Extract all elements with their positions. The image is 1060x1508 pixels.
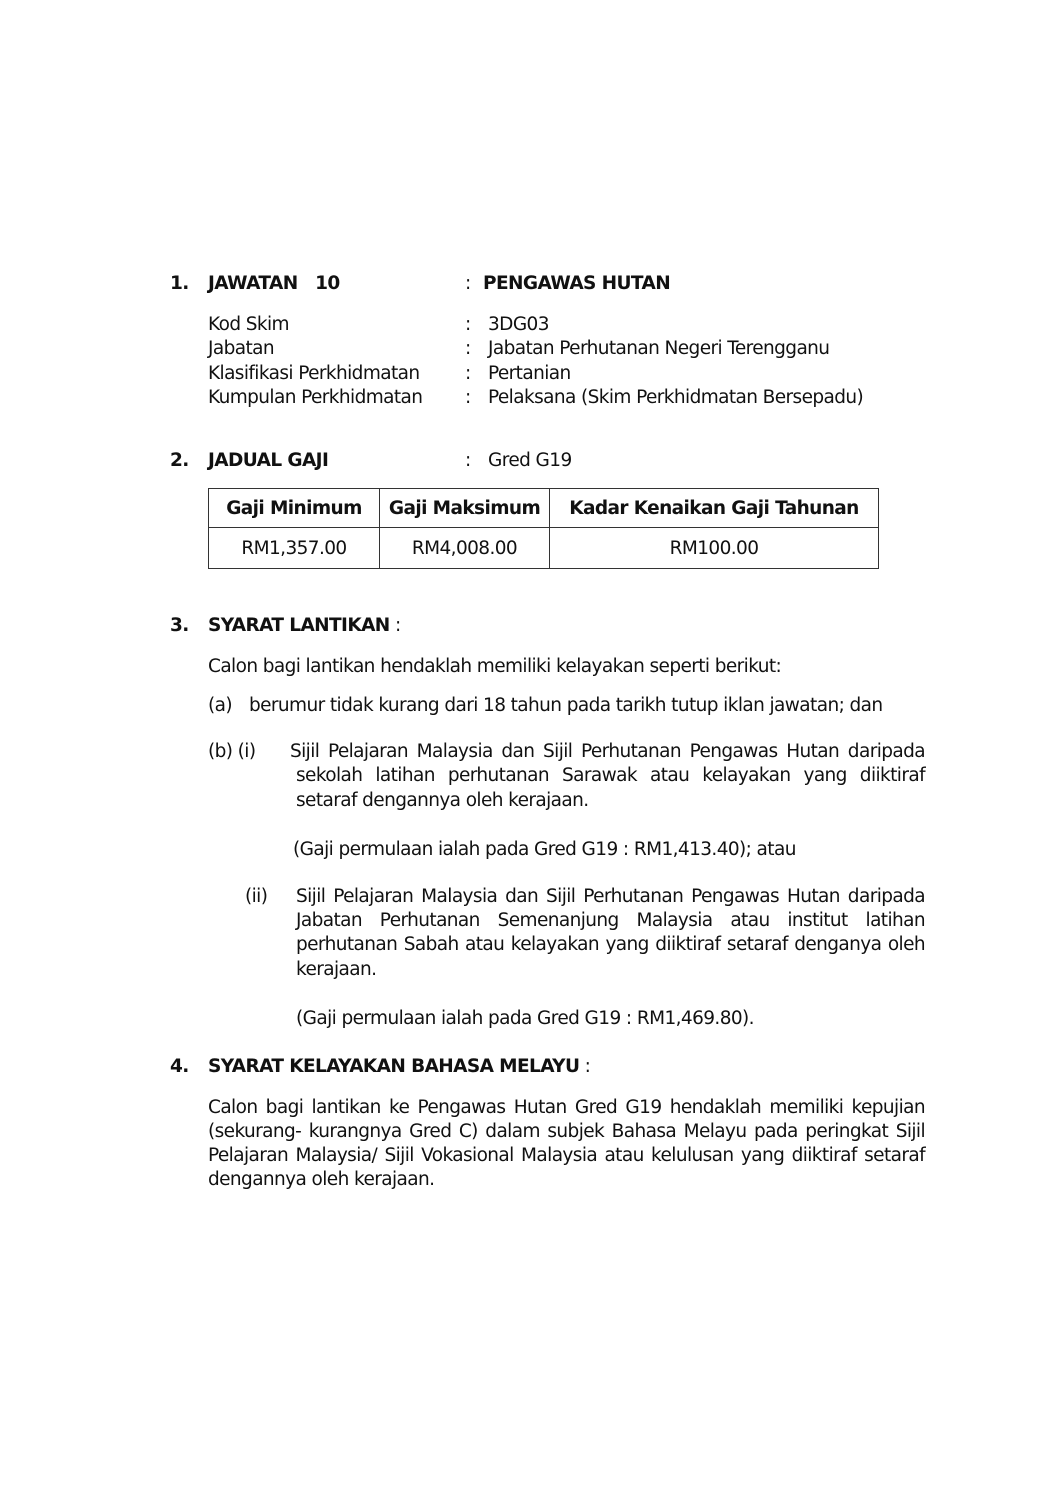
jabatan-label: Jabatan [208, 338, 274, 359]
section-4-line-2: (sekurang- kurangnya Gred C) dalam subjek Bahasa Melayu pada peringkat Sijil [208, 1121, 925, 1142]
item-a-text: berumur tidak kurang dari 18 tahun pada tarikh tutup iklan jawatan; dan [249, 695, 883, 716]
colon: : [465, 338, 471, 359]
item-b-i-salary-note: (Gaji permulaan ialah pada Gred G19 : RM1,413.40); atau [293, 839, 796, 860]
section-4-heading-colon: : [584, 1056, 591, 1077]
section-4-line-3: Pelajaran Malaysia/ Sijil Vokasional Malaysia atau kelulusan yang diiktiraf setaraf [208, 1145, 925, 1166]
kumpulan-value: Pelaksana (Skim Perkhidmatan Bersepadu) [488, 387, 864, 408]
item-b-i-line-1: Sijil Pelajaran Malaysia dan Sijil Perhutanan Pengawas Hutan daripada [290, 741, 925, 762]
item-b-i-line-3: setaraf dengannya oleh kerajaan. [296, 790, 589, 811]
section-2-number: 2. [170, 450, 189, 471]
gaji-maksimum-value: RM4,008.00 [380, 528, 550, 569]
header-gaji-minimum: Gaji Minimum [209, 489, 380, 528]
jabatan-value: Jabatan Perhutanan Negeri Terengganu [488, 338, 830, 359]
section-3-heading: SYARAT LANTIKAN [208, 615, 390, 636]
section-1-colon: : [465, 273, 471, 294]
kod-skim-value: 3DG03 [488, 314, 549, 335]
item-b-i-line-2: sekolah latihan perhutanan Sarawak atau kelayakan yang diiktiraf [296, 765, 925, 786]
colon: : [465, 314, 471, 335]
item-b-ii-line-4: kerajaan. [296, 959, 377, 980]
section-3-heading-colon: : [394, 615, 401, 636]
item-b-ii-line-2: Jabatan Perhutanan Semenanjung Malaysia atau institut latihan [296, 910, 925, 931]
section-1-heading: JAWATAN 10 [208, 273, 340, 294]
section-4-heading: SYARAT KELAYAKAN BAHASA MELAYU [208, 1056, 580, 1077]
colon: : [465, 387, 471, 408]
item-a-label: (a) [208, 695, 232, 716]
header-kadar-kenaikan: Kadar Kenaikan Gaji Tahunan [550, 489, 879, 528]
section-1-number: 1. [170, 273, 189, 294]
salary-table-header-row [209, 489, 879, 528]
klasifikasi-value: Pertanian [488, 363, 571, 384]
item-b-ii-salary-note: (Gaji permulaan ialah pada Gred G19 : RM1,469.80). [296, 1008, 754, 1029]
item-b-i-label: (b) (i) [208, 741, 256, 762]
header-gaji-maksimum: Gaji Maksimum [380, 489, 550, 528]
section-4-line-4: dengannya oleh kerajaan. [208, 1169, 435, 1190]
section-4-heading-wrap [208, 1055, 590, 1079]
section-3-heading-wrap [208, 614, 401, 638]
section-4-number: 4. [170, 1056, 189, 1077]
kadar-kenaikan-value: RM100.00 [550, 528, 879, 569]
salary-table [208, 488, 879, 569]
section-4-line-1: Calon bagi lantikan ke Pengawas Hutan Gred G19 hendaklah memiliki kepujian [208, 1097, 925, 1118]
section-2-colon: : [465, 450, 471, 471]
item-b-ii-line-3: perhutanan Sabah atau kelayakan yang diiktiraf setaraf denganya oleh [296, 934, 925, 955]
item-b-ii-label: (ii) [245, 886, 268, 907]
klasifikasi-label: Klasifikasi Perkhidmatan [208, 363, 420, 384]
colon: : [465, 363, 471, 384]
section-3-number: 3. [170, 615, 189, 636]
item-b-ii-line-1: Sijil Pelajaran Malaysia dan Sijil Perhutanan Pengawas Hutan daripada [296, 886, 925, 907]
kod-skim-label: Kod Skim [208, 314, 289, 335]
salary-table-row [209, 528, 879, 569]
kumpulan-label: Kumpulan Perkhidmatan [208, 387, 423, 408]
section-3-intro: Calon bagi lantikan hendaklah memiliki kelayakan seperti berikut: [208, 656, 782, 677]
grade-value: Gred G19 [488, 450, 572, 471]
gaji-minimum-value: RM1,357.00 [209, 528, 380, 569]
job-title: PENGAWAS HUTAN [483, 273, 671, 294]
section-2-heading: JADUAL GAJI [208, 450, 329, 471]
